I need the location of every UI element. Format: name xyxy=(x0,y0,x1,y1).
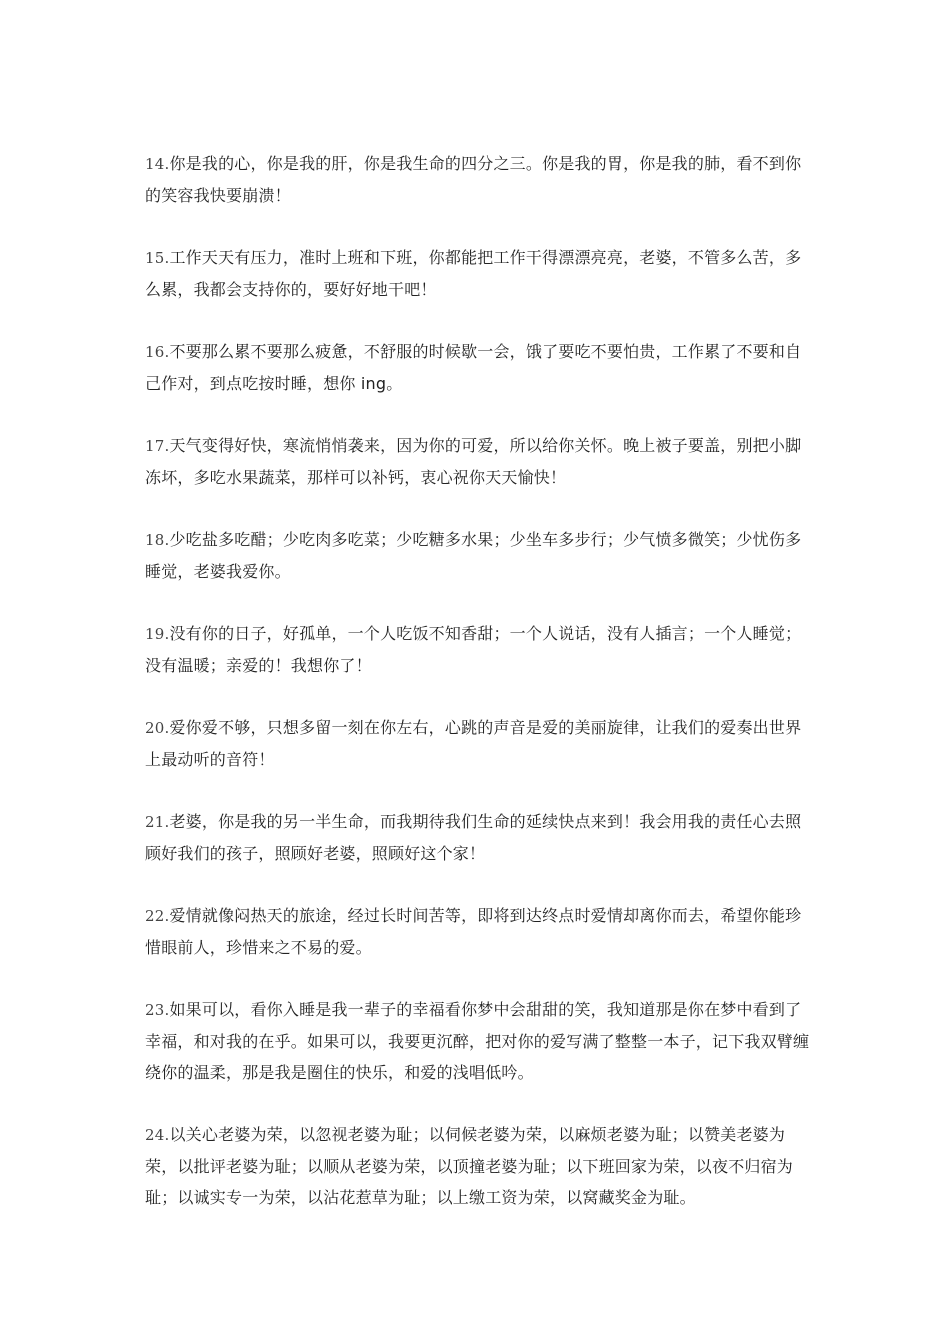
paragraph-text: 不要那么累不要那么疲惫，不舒服的时候歇一会，饿了要吃不要怕贵，工作累了不要和自己作对，到点吃按时睡，想你 ing。 xyxy=(145,342,802,393)
paragraph-22 xyxy=(145,900,815,963)
paragraph-17 xyxy=(145,430,815,493)
paragraph-number: 19. xyxy=(145,625,170,643)
paragraph-text: 爱情就像闷热天的旅途，经过长时间苦等，即将到达终点时爱情却离你而去，希望你能珍惜眼前人，珍惜来之不易的爱。 xyxy=(145,906,802,957)
paragraph-text: 爱你爱不够，只想多留一刻在你左右，心跳的声音是爱的美丽旋律，让我们的爱奏出世界上最动听的音符！ xyxy=(145,718,802,769)
paragraph-number: 21. xyxy=(145,813,170,831)
paragraph-number: 18. xyxy=(145,531,170,549)
paragraph-number: 22. xyxy=(145,907,170,925)
paragraph-text: 少吃盐多吃醋；少吃肉多吃菜；少吃糖多水果；少坐车多步行；少气愤多微笑；少忧伤多睡觉，老婆我爱你。 xyxy=(145,530,802,581)
paragraph-18 xyxy=(145,524,815,587)
paragraph-number: 16. xyxy=(145,343,170,361)
paragraph-text: 老婆，你是我的另一半生命，而我期待我们生命的延续快点来到！我会用我的责任心去照顾好我们的孩子，照顾好老婆，照顾好这个家！ xyxy=(145,812,802,863)
paragraph-text: 如果可以，看你入睡是我一辈子的幸福看你梦中会甜甜的笑，我知道那是你在梦中看到了幸福，和对我的在乎。如果可以，我要更沉醉，把对你的爱写满了整整一本子，记下我双臂缠绕你的温柔，那是我是圈住的快乐，和爱的浅唱低吟。 xyxy=(145,1000,810,1082)
paragraph-24 xyxy=(145,1119,815,1213)
paragraph-23 xyxy=(145,994,815,1088)
paragraph-15 xyxy=(145,242,815,305)
paragraph-number: 20. xyxy=(145,719,170,737)
paragraph-text: 工作天天有压力，准时上班和下班，你都能把工作干得漂漂亮亮，老婆，不管多么苦，多么累，我都会支持你的，要好好地干吧！ xyxy=(145,248,802,299)
paragraph-14 xyxy=(145,148,815,211)
paragraph-20 xyxy=(145,712,815,775)
paragraph-number: 17. xyxy=(145,437,170,455)
paragraph-19 xyxy=(145,618,815,681)
paragraph-text: 你是我的心，你是我的肝，你是我生命的四分之三。你是我的胃，你是我的肺，看不到你的笑容我快要崩溃！ xyxy=(145,154,802,205)
paragraph-16 xyxy=(145,336,815,399)
paragraph-text: 没有你的日子，好孤单，一个人吃饭不知香甜；一个人说话，没有人插言；一个人睡觉；没有温暖；亲爱的！我想你了！ xyxy=(145,624,802,675)
paragraph-21 xyxy=(145,806,815,869)
paragraph-number: 14. xyxy=(145,155,170,173)
paragraph-text: 天气变得好快，寒流悄悄袭来，因为你的可爱，所以给你关怀。晚上被子要盖，别把小脚冻坏，多吃水果蔬菜，那样可以补钙，衷心祝你天天愉快！ xyxy=(145,436,802,487)
document-body xyxy=(145,148,815,1244)
paragraph-number: 23. xyxy=(145,1001,170,1019)
paragraph-text: 以关心老婆为荣，以忽视老婆为耻；以伺候老婆为荣，以麻烦老婆为耻；以赞美老婆为荣，以批评老婆为耻；以顺从老婆为荣，以顶撞老婆为耻；以下班回家为荣，以夜不归宿为耻；以诚实专一为荣，以沾花惹草为耻；以上缴工资为荣，以窝藏奖金为耻。 xyxy=(145,1125,794,1207)
paragraph-number: 15. xyxy=(145,249,170,267)
paragraph-number: 24. xyxy=(145,1126,170,1144)
